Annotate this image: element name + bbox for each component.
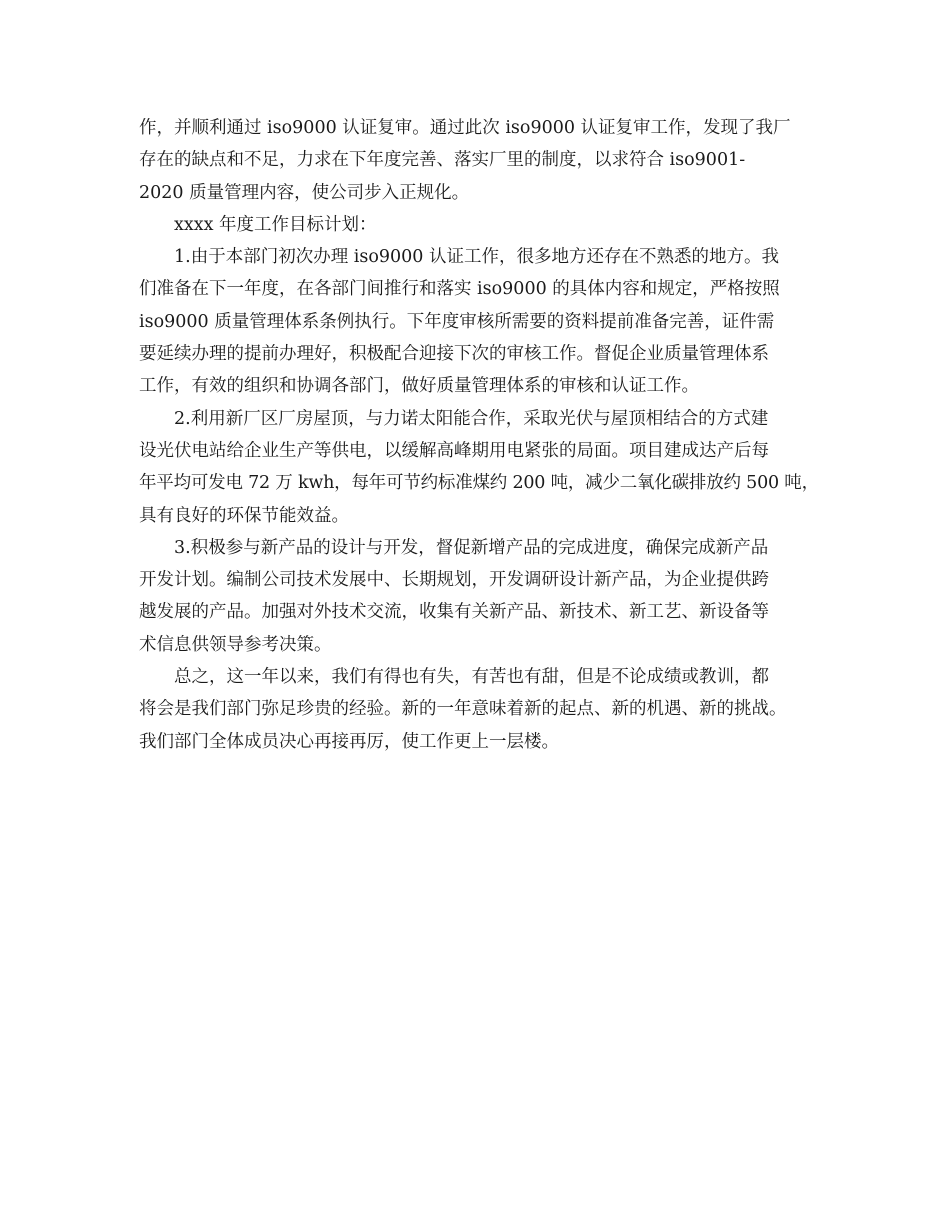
text-line: 2.利用新厂区厂房屋顶，与力诺太阳能合作，采取光伏与屋顶相结合的方式建 bbox=[174, 408, 769, 429]
text-line: 总之，这一年以来，我们有得也有失，有苦也有甜，但是不论成绩或教训，都 bbox=[174, 667, 769, 688]
text-line: 年平均可发电 72 万 kwh，每年可节约标准煤约 200 吨，减少二氧化碳排放约 500 吨， bbox=[139, 473, 819, 494]
text-line: 将会是我们部门弥足珍贵的经验。新的一年意味着新的起点、新的机遇、新的挑战。 bbox=[139, 699, 787, 720]
text-line: 3.积极参与新产品的设计与开发，督促新增产品的完成进度，确保完成新产品 bbox=[174, 537, 769, 558]
text-line: xxxx 年度工作目标计划： bbox=[174, 214, 377, 235]
text-line: 设光伏电站给企业生产等供电，以缓解高峰期用电紧张的局面。项目建成达产后每 bbox=[139, 440, 769, 461]
text-line: 具有良好的环保节能效益。 bbox=[139, 505, 349, 526]
text-line: 开发计划。编制公司技术发展中、长期规划，开发调研设计新产品，为企业提供跨 bbox=[139, 570, 769, 591]
text-line: 1.由于本部门初次办理 iso9000 认证工作，很多地方还存在不熟悉的地方。我 bbox=[174, 247, 779, 268]
document-body bbox=[139, 112, 819, 758]
text-line: 工作，有效的组织和协调各部门，做好质量管理体系的审核和认证工作。 bbox=[139, 376, 699, 397]
paragraph-conclusion bbox=[139, 661, 819, 758]
paragraph-certification-review bbox=[139, 112, 819, 209]
paragraph-goal-1 bbox=[139, 241, 819, 402]
text-line: iso9000 质量管理体系条例执行。下年度审核所需要的资料提前准备完善，证件需 bbox=[139, 311, 775, 332]
text-line: 存在的缺点和不足，力求在下年度完善、落实厂里的制度，以求符合 iso9001- bbox=[139, 150, 746, 171]
text-line: 术信息供领导参考决策。 bbox=[139, 634, 332, 655]
paragraph-goal-2 bbox=[139, 403, 819, 532]
section-heading-goals bbox=[139, 209, 819, 241]
text-line: 2020 质量管理内容，使公司步入正规化。 bbox=[139, 182, 470, 203]
text-line: 们准备在下一年度，在各部门间推行和落实 iso9000 的具体内容和规定，严格按照 bbox=[139, 279, 780, 300]
paragraph-goal-3 bbox=[139, 532, 819, 661]
text-line: 越发展的产品。加强对外技术交流，收集有关新产品、新技术、新工艺、新设备等 bbox=[139, 602, 769, 623]
text-line: 作，并顺利通过 iso9000 认证复审。通过此次 iso9000 认证复审工作，发现了我厂 bbox=[139, 118, 791, 138]
text-line: 要延续办理的提前办理好，积极配合迎接下次的审核工作。督促企业质量管理体系 bbox=[139, 344, 769, 365]
text-line: 我们部门全体成员决心再接再厉，使工作更上一层楼。 bbox=[139, 731, 559, 752]
